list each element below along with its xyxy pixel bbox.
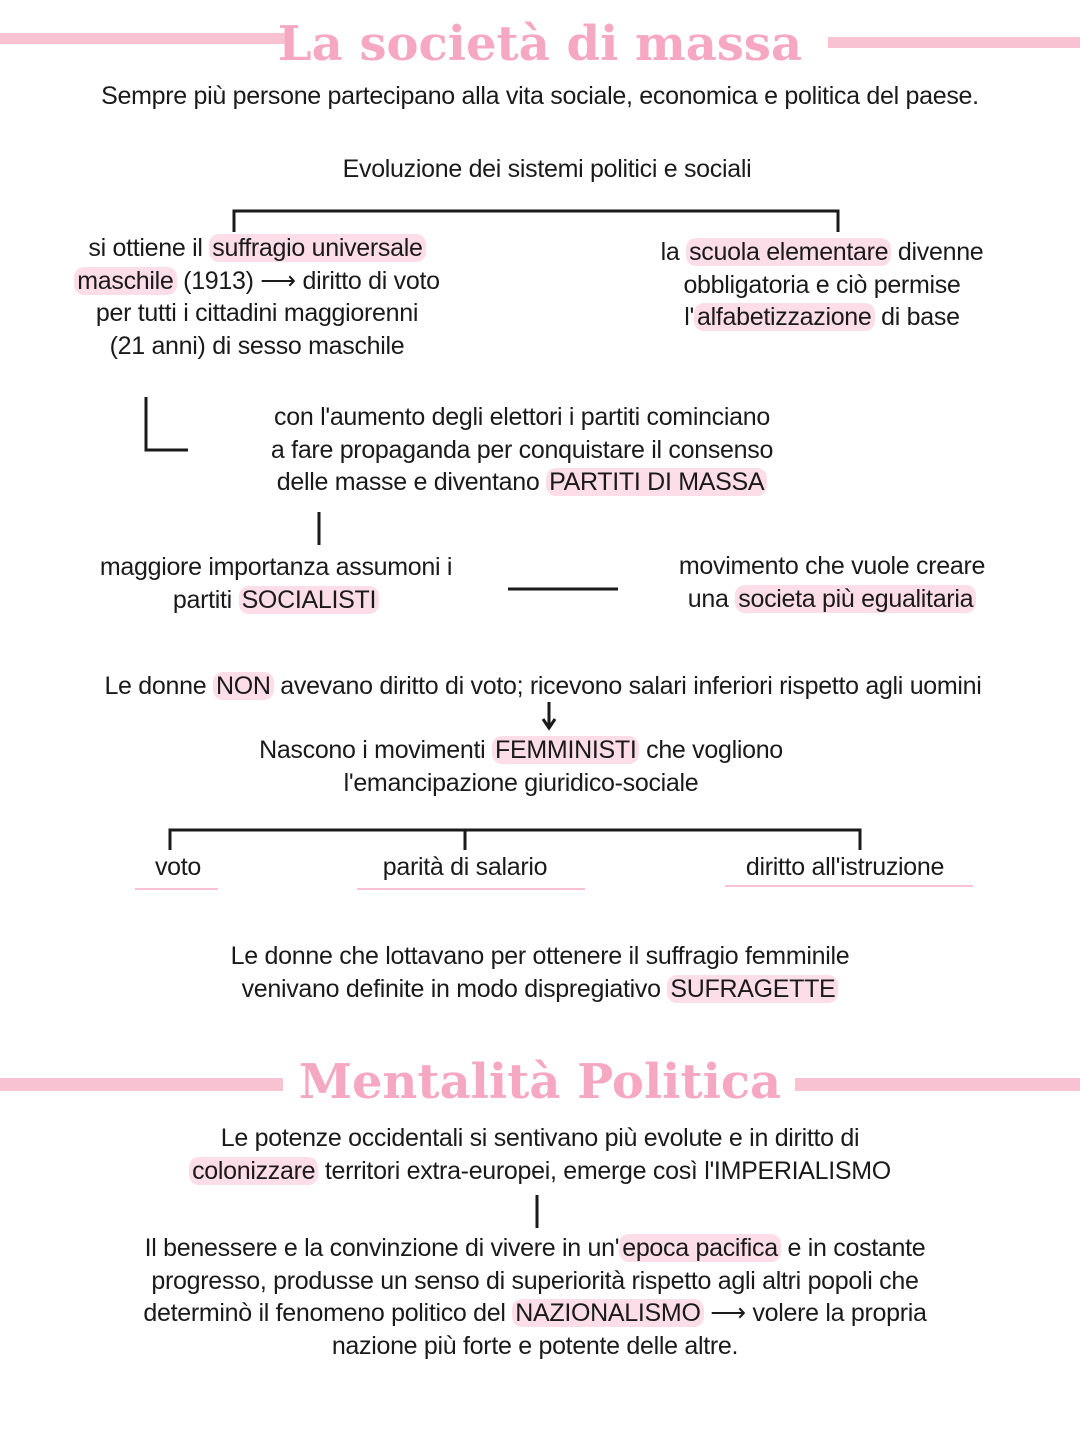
text-segment: con l'aumento degli elettori i partiti cominciano <box>274 403 770 431</box>
text-segment: Le potenze occidentali si sentivano più evolute e in diritto di <box>220 1124 860 1152</box>
highlighted-term: maschile <box>74 267 176 295</box>
highlighted-term: suffragio universale <box>209 234 425 262</box>
text-segment: Sempre più persone partecipano alla vita sociale, economica e politica del paese. <box>101 82 979 110</box>
text-segment: territori extra-europei, emerge così l'IMPERIALISMO <box>318 1156 891 1185</box>
text-segment: Le donne che lottavano per ottenere il suffragio femminile <box>230 942 850 970</box>
title-societa-di-massa: La società di massa <box>277 16 803 72</box>
text-segment: per tutti i cittadini maggiorenni <box>95 299 419 327</box>
text-segment: partiti <box>172 585 239 614</box>
highlighted-term: SOCIALISTI <box>239 586 380 614</box>
highlighted-term: PARTITI DI MASSA <box>546 468 767 496</box>
text-segment: obbligatoria e ciò permise <box>683 270 961 299</box>
text-segment: (21 anni) di sesso maschile <box>109 331 405 360</box>
highlighted-term: SUFRAGETTE <box>667 975 838 1003</box>
text-segment: ⟶ volere la propria <box>703 1299 927 1327</box>
highlighted-term: NON <box>213 672 274 700</box>
text-segment: divenne <box>891 238 984 266</box>
bracket-evolution <box>234 211 838 232</box>
highlighted-term: alfabetizzazione <box>694 303 875 331</box>
text-segment: (1913) ⟶ diritto di voto <box>176 266 440 295</box>
text-segment: maggiore importanza assumoni i <box>99 553 453 581</box>
text-segment: la <box>660 238 687 266</box>
text-segment: l' <box>684 303 695 331</box>
text-segment: parità di salario <box>382 853 548 881</box>
text-segment: una <box>687 584 736 613</box>
highlighted-term: epoca pacifica <box>619 1234 781 1262</box>
text-segment: Evoluzione dei sistemi politici e sociali <box>342 155 752 183</box>
text-segment: di base <box>874 303 960 331</box>
text-segment: l'emancipazione giuridico-sociale <box>343 768 699 797</box>
text-segment: si ottiene il <box>88 234 210 262</box>
text-segment: diritto all'istruzione <box>745 853 945 881</box>
highlighted-term: FEMMINISTI <box>492 736 639 764</box>
text-segment: Le donne <box>104 672 213 700</box>
text-segment: e in costante <box>780 1234 926 1262</box>
text-segment: che vogliono <box>639 736 783 764</box>
text-segment: determinò il fenomeno politico del <box>143 1299 513 1327</box>
title-mentalita-politica: Mentalità Politica <box>298 1054 782 1110</box>
text-segment: Nascono i movimenti <box>259 736 493 764</box>
text-segment: a fare propaganda per conquistare il consenso <box>270 435 774 464</box>
text-segment: avevano diritto di voto; ricevono salari inferiori rispetto agli uomini <box>273 672 982 700</box>
arrow-down-icon <box>543 702 555 728</box>
highlighted-term: NAZIONALISMO <box>512 1299 703 1327</box>
bracket-femministi <box>170 830 860 850</box>
highlighted-term: societa più egualitaria <box>735 585 976 613</box>
text-segment: nazione più forte e potente delle altre. <box>331 1331 739 1360</box>
highlighted-term: colonizzare <box>189 1157 318 1185</box>
highlighted-term: scuola elementare <box>686 238 891 266</box>
connector-elbow <box>146 397 188 450</box>
text-segment: delle masse e diventano <box>276 468 547 496</box>
text-segment: movimento che vuole creare <box>678 552 986 580</box>
text-segment: voto <box>154 853 202 881</box>
text-segment: Il benessere e la convinzione di vivere in un' <box>144 1234 620 1262</box>
text-segment: progresso, produsse un senso di superiorità rispetto agli altri popoli che <box>151 1266 919 1295</box>
text-segment: venivano definite in modo dispregiativo <box>241 974 668 1003</box>
